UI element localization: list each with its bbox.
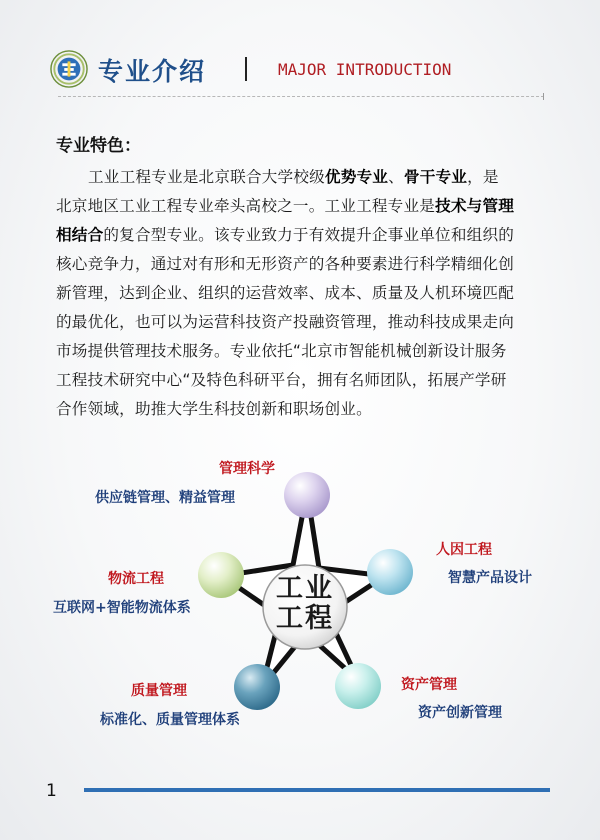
header-divider-end [543, 93, 544, 100]
university-logo [50, 50, 88, 88]
text-run: 核心竞争力，通过对有形和无形资产的各种要素进行科学精细化创 [56, 255, 515, 273]
title-divider [245, 57, 247, 81]
node-asset-sphere [335, 663, 381, 709]
page-title-english: MAJOR INTRODUCTION [278, 60, 452, 79]
node-mgmt-detail: 供应链管理、精益管理 [95, 490, 235, 506]
center-label [263, 574, 347, 634]
node-quality-sphere [234, 664, 280, 710]
emphasis-text: 优势专业 [324, 168, 389, 186]
node-mgmt-category: 管理科学 [219, 461, 275, 477]
node-human-detail: 智慧产品设计 [448, 570, 532, 586]
text-run: 的复合型专业。该专业致力于有效提升企事业单位和组织的 [103, 226, 515, 244]
emphasis-text: 技术与管理 [435, 197, 515, 215]
node-quality-detail: 标准化、质量管理体系 [100, 712, 240, 728]
paragraph-line [56, 192, 548, 221]
center-label-line1: 工业 [276, 573, 334, 604]
node-asset-detail: 资产创新管理 [418, 705, 502, 721]
node-logistics-category: 物流工程 [108, 571, 164, 587]
section-heading: 专业特色： [56, 136, 141, 156]
paragraph-line [56, 395, 548, 424]
text-run: 工程技术研究中心“及特色科研平台，拥有名师团队，拓展产学研 [56, 371, 507, 389]
page-number: 1 [46, 781, 57, 801]
node-logistics-sphere [198, 552, 244, 598]
node-human-category: 人因工程 [436, 542, 492, 558]
node-logistics-detail: 互联网+智能物流体系 [53, 600, 191, 616]
paragraph-line [56, 308, 548, 337]
emphasis-text: 相结合 [56, 226, 104, 244]
node-mgmt-sphere [284, 472, 330, 518]
text-run: 、 [388, 168, 404, 186]
center-label-line2: 工程 [276, 603, 334, 634]
text-run: 新管理，达到企业、组织的运营效率、成本、质量及人机环境匹配 [56, 284, 515, 302]
emphasis-text: 骨干专业 [403, 168, 468, 186]
paragraph-line [56, 337, 548, 366]
text-run: 北京地区工业工程专业牵头高校之一。工业工程专业是 [56, 197, 436, 215]
header-divider [58, 96, 544, 98]
page-title: 专业介绍 [98, 57, 207, 86]
footer-bar [84, 788, 550, 792]
section-body [56, 163, 548, 424]
page-header [0, 0, 600, 110]
text-run: 工业工程专业是北京联合大学校级 [88, 168, 325, 186]
paragraph-line [56, 250, 548, 279]
text-run: 市场提供管理技术服务。专业依托“北京市智能机械创新设计服务 [56, 342, 507, 360]
paragraph-line [56, 366, 548, 395]
node-asset-category: 资产管理 [401, 677, 457, 693]
text-run: ，是 [467, 168, 499, 186]
text-run: 的最优化，也可以为运营科技资产投融资管理，推动科技成果走向 [56, 313, 515, 331]
node-human-sphere [367, 549, 413, 595]
paragraph-line [56, 163, 548, 192]
major-directions-diagram [0, 450, 600, 760]
node-quality-category: 质量管理 [131, 683, 187, 699]
paragraph-line [56, 279, 548, 308]
paragraph-line [56, 221, 548, 250]
text-run: 合作领域，助推大学生科技创新和职场创业。 [56, 400, 372, 418]
